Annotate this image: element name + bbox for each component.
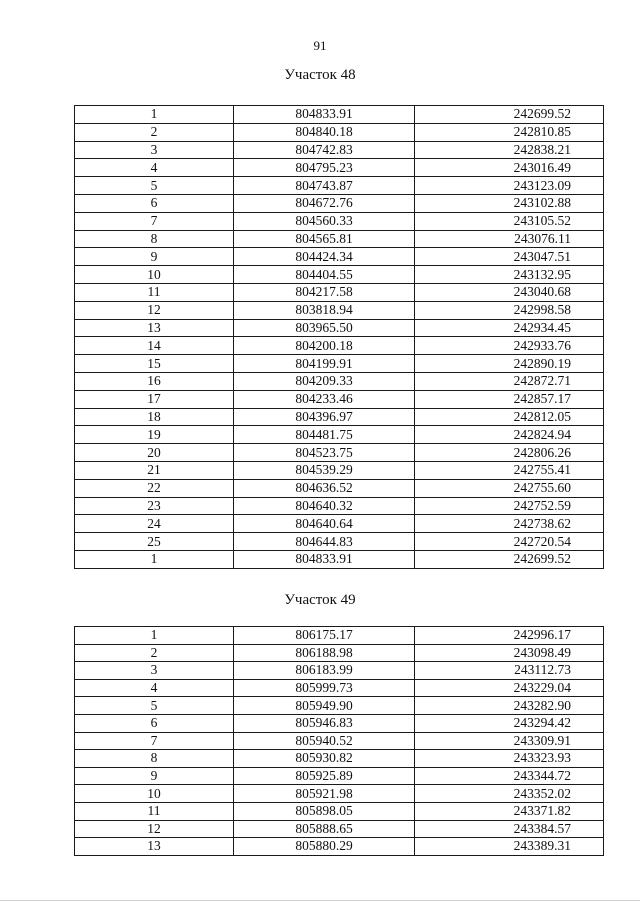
table-row bbox=[75, 266, 604, 284]
table-row bbox=[75, 141, 604, 159]
table-row bbox=[75, 838, 604, 856]
point-number-cell: 14 bbox=[75, 337, 234, 355]
y-coordinate-cell: 242824.94 bbox=[415, 426, 604, 444]
point-number-cell: 9 bbox=[75, 248, 234, 266]
point-number-cell: 3 bbox=[75, 662, 234, 680]
y-coordinate-cell: 243040.68 bbox=[415, 283, 604, 301]
x-coordinate-cell: 804200.18 bbox=[234, 337, 415, 355]
table-row bbox=[75, 372, 604, 390]
x-coordinate-cell: 804217.58 bbox=[234, 283, 415, 301]
y-coordinate-cell: 242755.60 bbox=[415, 479, 604, 497]
point-number-cell: 23 bbox=[75, 497, 234, 515]
table-row bbox=[75, 248, 604, 266]
table-row bbox=[75, 194, 604, 212]
table-row bbox=[75, 301, 604, 319]
y-coordinate-cell: 242752.59 bbox=[415, 497, 604, 515]
point-number-cell: 13 bbox=[75, 319, 234, 337]
x-coordinate-cell: 804199.91 bbox=[234, 355, 415, 373]
y-coordinate-cell: 243294.42 bbox=[415, 714, 604, 732]
point-number-cell: 11 bbox=[75, 802, 234, 820]
y-coordinate-cell: 242934.45 bbox=[415, 319, 604, 337]
table-row bbox=[75, 627, 604, 645]
point-number-cell: 11 bbox=[75, 283, 234, 301]
point-number-cell: 7 bbox=[75, 732, 234, 750]
point-number-cell: 24 bbox=[75, 515, 234, 533]
x-coordinate-cell: 805949.90 bbox=[234, 697, 415, 715]
x-coordinate-cell: 804672.76 bbox=[234, 194, 415, 212]
point-number-cell: 25 bbox=[75, 533, 234, 551]
y-coordinate-cell: 243112.73 bbox=[415, 662, 604, 680]
table-row bbox=[75, 714, 604, 732]
y-coordinate-cell: 242738.62 bbox=[415, 515, 604, 533]
y-coordinate-cell: 243123.09 bbox=[415, 177, 604, 195]
x-coordinate-cell: 804481.75 bbox=[234, 426, 415, 444]
x-coordinate-cell: 804742.83 bbox=[234, 141, 415, 159]
x-coordinate-cell: 805880.29 bbox=[234, 838, 415, 856]
table-row bbox=[75, 177, 604, 195]
y-coordinate-cell: 243384.57 bbox=[415, 820, 604, 838]
x-coordinate-cell: 804539.29 bbox=[234, 461, 415, 479]
point-number-cell: 6 bbox=[75, 194, 234, 212]
table-row bbox=[75, 461, 604, 479]
y-coordinate-cell: 243105.52 bbox=[415, 212, 604, 230]
table-row bbox=[75, 550, 604, 568]
table-row bbox=[75, 820, 604, 838]
y-coordinate-cell: 243352.02 bbox=[415, 785, 604, 803]
x-coordinate-cell: 805940.52 bbox=[234, 732, 415, 750]
x-coordinate-cell: 804396.97 bbox=[234, 408, 415, 426]
x-coordinate-cell: 804523.75 bbox=[234, 444, 415, 462]
point-number-cell: 5 bbox=[75, 177, 234, 195]
point-number-cell: 15 bbox=[75, 355, 234, 373]
table-row bbox=[75, 533, 604, 551]
y-coordinate-cell: 243047.51 bbox=[415, 248, 604, 266]
table-row bbox=[75, 355, 604, 373]
y-coordinate-cell: 243344.72 bbox=[415, 767, 604, 785]
x-coordinate-cell: 806175.17 bbox=[234, 627, 415, 645]
y-coordinate-cell: 243371.82 bbox=[415, 802, 604, 820]
table-row bbox=[75, 515, 604, 533]
y-coordinate-cell: 242720.54 bbox=[415, 533, 604, 551]
table-row bbox=[75, 426, 604, 444]
point-number-cell: 2 bbox=[75, 644, 234, 662]
x-coordinate-cell: 806188.98 bbox=[234, 644, 415, 662]
point-number-cell: 6 bbox=[75, 714, 234, 732]
y-coordinate-cell: 242810.85 bbox=[415, 123, 604, 141]
x-coordinate-cell: 805925.89 bbox=[234, 767, 415, 785]
x-coordinate-cell: 804209.33 bbox=[234, 372, 415, 390]
section-title-uchastok-49: Участок 49 bbox=[284, 592, 356, 608]
table-row bbox=[75, 212, 604, 230]
section-title-uchastok-48: Участок 48 bbox=[284, 67, 356, 83]
table-row bbox=[75, 697, 604, 715]
y-coordinate-cell: 243282.90 bbox=[415, 697, 604, 715]
x-coordinate-cell: 805921.98 bbox=[234, 785, 415, 803]
point-number-cell: 1 bbox=[75, 550, 234, 568]
table-row bbox=[75, 767, 604, 785]
x-coordinate-cell: 804233.46 bbox=[234, 390, 415, 408]
point-number-cell: 1 bbox=[75, 106, 234, 124]
point-number-cell: 10 bbox=[75, 266, 234, 284]
x-coordinate-cell: 804404.55 bbox=[234, 266, 415, 284]
y-coordinate-cell: 242998.58 bbox=[415, 301, 604, 319]
table-row bbox=[75, 644, 604, 662]
y-coordinate-cell: 242872.71 bbox=[415, 372, 604, 390]
point-number-cell: 8 bbox=[75, 230, 234, 248]
table-row bbox=[75, 123, 604, 141]
x-coordinate-cell: 804644.83 bbox=[234, 533, 415, 551]
y-coordinate-cell: 243076.11 bbox=[415, 230, 604, 248]
point-number-cell: 2 bbox=[75, 123, 234, 141]
page-bottom-line bbox=[0, 900, 640, 901]
x-coordinate-cell: 804840.18 bbox=[234, 123, 415, 141]
x-coordinate-cell: 804560.33 bbox=[234, 212, 415, 230]
y-coordinate-cell: 243229.04 bbox=[415, 679, 604, 697]
y-coordinate-cell: 242838.21 bbox=[415, 141, 604, 159]
x-coordinate-cell: 803965.50 bbox=[234, 319, 415, 337]
x-coordinate-cell: 805946.83 bbox=[234, 714, 415, 732]
table-row bbox=[75, 283, 604, 301]
y-coordinate-cell: 242812.05 bbox=[415, 408, 604, 426]
y-coordinate-cell: 242933.76 bbox=[415, 337, 604, 355]
y-coordinate-cell: 243309.91 bbox=[415, 732, 604, 750]
point-number-cell: 7 bbox=[75, 212, 234, 230]
x-coordinate-cell: 805898.05 bbox=[234, 802, 415, 820]
table-row bbox=[75, 408, 604, 426]
x-coordinate-cell: 804833.91 bbox=[234, 106, 415, 124]
point-number-cell: 10 bbox=[75, 785, 234, 803]
table-row bbox=[75, 337, 604, 355]
y-coordinate-cell: 242857.17 bbox=[415, 390, 604, 408]
point-number-cell: 16 bbox=[75, 372, 234, 390]
point-number-cell: 19 bbox=[75, 426, 234, 444]
y-coordinate-cell: 243098.49 bbox=[415, 644, 604, 662]
x-coordinate-cell: 804424.34 bbox=[234, 248, 415, 266]
y-coordinate-cell: 242699.52 bbox=[415, 550, 604, 568]
x-coordinate-cell: 805999.73 bbox=[234, 679, 415, 697]
y-coordinate-cell: 243323.93 bbox=[415, 750, 604, 768]
x-coordinate-cell: 804565.81 bbox=[234, 230, 415, 248]
point-number-cell: 5 bbox=[75, 697, 234, 715]
table-row bbox=[75, 732, 604, 750]
x-coordinate-cell: 804795.23 bbox=[234, 159, 415, 177]
y-coordinate-cell: 243016.49 bbox=[415, 159, 604, 177]
point-number-cell: 21 bbox=[75, 461, 234, 479]
x-coordinate-cell: 805888.65 bbox=[234, 820, 415, 838]
table-row bbox=[75, 662, 604, 680]
table-row bbox=[75, 159, 604, 177]
y-coordinate-cell: 242755.41 bbox=[415, 461, 604, 479]
x-coordinate-cell: 804640.32 bbox=[234, 497, 415, 515]
point-number-cell: 4 bbox=[75, 679, 234, 697]
point-number-cell: 9 bbox=[75, 767, 234, 785]
point-number-cell: 12 bbox=[75, 301, 234, 319]
x-coordinate-cell: 806183.99 bbox=[234, 662, 415, 680]
coordinates-table-48 bbox=[74, 105, 604, 569]
y-coordinate-cell: 242890.19 bbox=[415, 355, 604, 373]
table-row bbox=[75, 444, 604, 462]
point-number-cell: 18 bbox=[75, 408, 234, 426]
point-number-cell: 12 bbox=[75, 820, 234, 838]
point-number-cell: 3 bbox=[75, 141, 234, 159]
table-row bbox=[75, 679, 604, 697]
y-coordinate-cell: 243389.31 bbox=[415, 838, 604, 856]
x-coordinate-cell: 804636.52 bbox=[234, 479, 415, 497]
point-number-cell: 20 bbox=[75, 444, 234, 462]
table-row bbox=[75, 785, 604, 803]
table-row bbox=[75, 106, 604, 124]
point-number-cell: 13 bbox=[75, 838, 234, 856]
y-coordinate-cell: 243102.88 bbox=[415, 194, 604, 212]
table-row bbox=[75, 319, 604, 337]
coordinates-table-49 bbox=[74, 626, 604, 856]
point-number-cell: 8 bbox=[75, 750, 234, 768]
table-row bbox=[75, 802, 604, 820]
x-coordinate-cell: 804743.87 bbox=[234, 177, 415, 195]
table-row bbox=[75, 230, 604, 248]
point-number-cell: 22 bbox=[75, 479, 234, 497]
point-number-cell: 4 bbox=[75, 159, 234, 177]
point-number-cell: 1 bbox=[75, 627, 234, 645]
x-coordinate-cell: 804640.64 bbox=[234, 515, 415, 533]
y-coordinate-cell: 242699.52 bbox=[415, 106, 604, 124]
x-coordinate-cell: 805930.82 bbox=[234, 750, 415, 768]
x-coordinate-cell: 804833.91 bbox=[234, 550, 415, 568]
point-number-cell: 17 bbox=[75, 390, 234, 408]
table-row bbox=[75, 390, 604, 408]
y-coordinate-cell: 242806.26 bbox=[415, 444, 604, 462]
table-row bbox=[75, 497, 604, 515]
y-coordinate-cell: 243132.95 bbox=[415, 266, 604, 284]
y-coordinate-cell: 242996.17 bbox=[415, 627, 604, 645]
table-row bbox=[75, 750, 604, 768]
page-number: 91 bbox=[313, 38, 327, 53]
x-coordinate-cell: 803818.94 bbox=[234, 301, 415, 319]
table-row bbox=[75, 479, 604, 497]
